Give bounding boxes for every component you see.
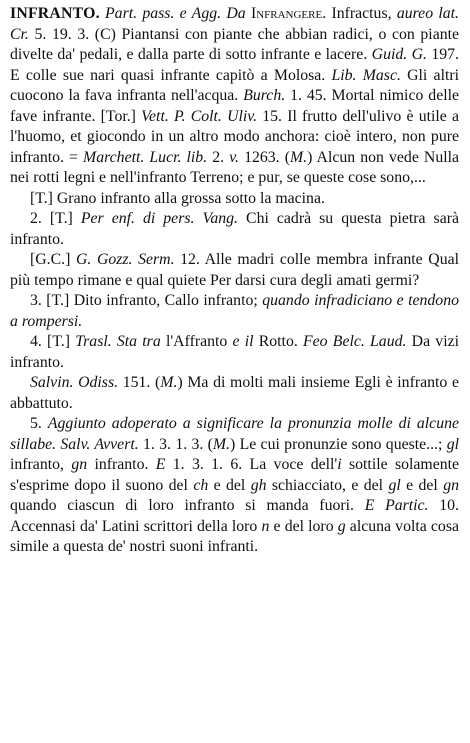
text-run: 4. [T.] — [30, 333, 76, 350]
dictionary-entry — [10, 4, 459, 558]
italic-text-run: G. Gozz. Serm. — [75, 251, 175, 268]
text-run: 1263. ( — [238, 148, 290, 166]
text-run: 2. — [207, 148, 230, 166]
text-run: 5. 19. 3. (C) Piantansi con piante che abbian radici, o con piante divelte da' pedali, e dalla parte di sotto infrante e lacere. — [10, 25, 459, 63]
sense-2 — [10, 209, 459, 250]
entry-definition — [10, 4, 459, 189]
text-run: Chi cadrà su questa pietra sarà infranto. — [10, 210, 459, 248]
text-run: . — [322, 5, 332, 22]
italic-text-run: g — [337, 517, 346, 535]
text-run: Gli altri cuocono la fava infranta nell'acqua. — [10, 66, 459, 104]
italic-text-run: gl — [388, 476, 401, 494]
italic-text-run: M. — [160, 374, 178, 391]
text-run: infranto. — [87, 456, 156, 473]
text-run: 151. ( — [118, 374, 161, 391]
italic-text-run: Guid. G. — [371, 46, 427, 63]
text-run: schiacciato, e del — [266, 476, 389, 494]
text-run: 10. Accennasi da' Latini scrittori della loro — [10, 497, 459, 535]
text-run: [G.C.] — [30, 251, 76, 268]
text-run: 1. 3. 1. 3. ( — [138, 435, 213, 453]
italic-text-run: Lib. Masc. — [331, 66, 401, 84]
sense-5 — [10, 414, 459, 558]
text-run: sottile solamente s'esprime dopo il suono del — [10, 456, 460, 494]
sense-2-citation — [10, 250, 459, 291]
text-run: quando ciascun di loro infranto si manda fuori. — [10, 497, 365, 514]
italic-text-run: gl — [446, 435, 459, 453]
text-run: e del — [400, 476, 444, 494]
italic-text-run: Trasl. Sta tra — [75, 333, 161, 350]
text-run: 2. [T.] — [30, 210, 81, 227]
italic-text-run: gn — [71, 456, 88, 473]
text-run: Infrangere — [250, 5, 323, 22]
text-run: ) Alcun non vede Nulla nei rotti legni e nell'infranto Terreno; e pur, se queste cose sono,... — [10, 148, 460, 186]
text-run: 5. — [30, 415, 48, 432]
text-run: 3. [T.] Dito infranto, Callo infranto; — [30, 292, 263, 309]
italic-text-run: Feo Belc. Laud. — [303, 333, 407, 350]
text-run: e del loro — [269, 517, 338, 535]
italic-text-run: aureo lat. Cr. — [10, 5, 460, 43]
text-run: infranto, — [10, 456, 72, 473]
italic-text-run: M. — [212, 435, 231, 453]
text-run: Da vizi infranto. — [10, 333, 459, 371]
text-run: 15. Il frutto dell'ulivo è utile a l'huomo, et giocondo in un altro modo anchora: cioè intero, non pure infranto. = — [10, 107, 460, 166]
sense-4 — [10, 332, 459, 373]
sense-4-citation — [10, 373, 459, 414]
italic-text-run: ch — [193, 476, 209, 494]
italic-text-run: e il — [232, 333, 254, 350]
italic-text-run: i — [337, 456, 342, 473]
italic-text-run: Aggiunto adoperato a significare la pronunzia molle di alcune sillabe. Salv. Avvert. — [10, 415, 460, 453]
text-run: 1. 45. Mortal nimico delle fave infrante. [Tor.] — [10, 87, 459, 125]
text-run: 197. E colle sue nari quasi infrante capitò a Molosa. — [10, 46, 460, 84]
text-run: 1. 3. 1. 6. La voce dell' — [165, 456, 338, 473]
text-run: ) Ma di molti mali insieme Egli è infranto e abbattuto. — [10, 374, 459, 412]
italic-text-run: Per enf. di pers. Vang. — [80, 210, 239, 227]
italic-text-run: gn — [443, 476, 459, 494]
text-run: [T.] Grano infranto alla grossa sotto la macina. — [30, 189, 325, 207]
sense-3 — [10, 291, 459, 332]
italic-text-run: E — [155, 456, 166, 473]
italic-text-run: v. — [229, 148, 239, 166]
text-run: l'Affranto — [160, 333, 233, 350]
text-run: e del — [208, 476, 251, 494]
text-run: Infractus, — [331, 5, 397, 22]
italic-text-run: Burch. — [243, 87, 286, 104]
italic-text-run: n — [261, 517, 270, 535]
text-run: Rotto. — [253, 333, 304, 350]
text-run: alcuna volta cosa simile a questa de' nostri suoni infranti. — [10, 517, 459, 555]
italic-text-run: Marchett. Lucr. lib. — [83, 148, 208, 166]
italic-text-run: quando infradiciano e tendono a rompersi. — [10, 292, 459, 330]
headword: INFRANTO. — [10, 5, 100, 22]
italic-text-run: M. — [289, 148, 308, 166]
text-run: 12. Alle madri colle membra infrante Qual più tempo rimane e qual quiete Per darsi cura degli amati germi? — [10, 251, 459, 289]
italic-text-run: Vett. P. Colt. Uliv. — [141, 107, 258, 125]
italic-text-run: gh — [250, 476, 267, 494]
sense-1-note — [10, 189, 459, 210]
italic-text-run: Salvin. Odiss. — [30, 374, 119, 391]
italic-text-run: E Partic. — [364, 497, 429, 514]
italic-text-run: Part. pass. e Agg. Da — [105, 5, 251, 22]
text-run: ) Le cui pronunzie sono queste...; — [230, 435, 447, 453]
